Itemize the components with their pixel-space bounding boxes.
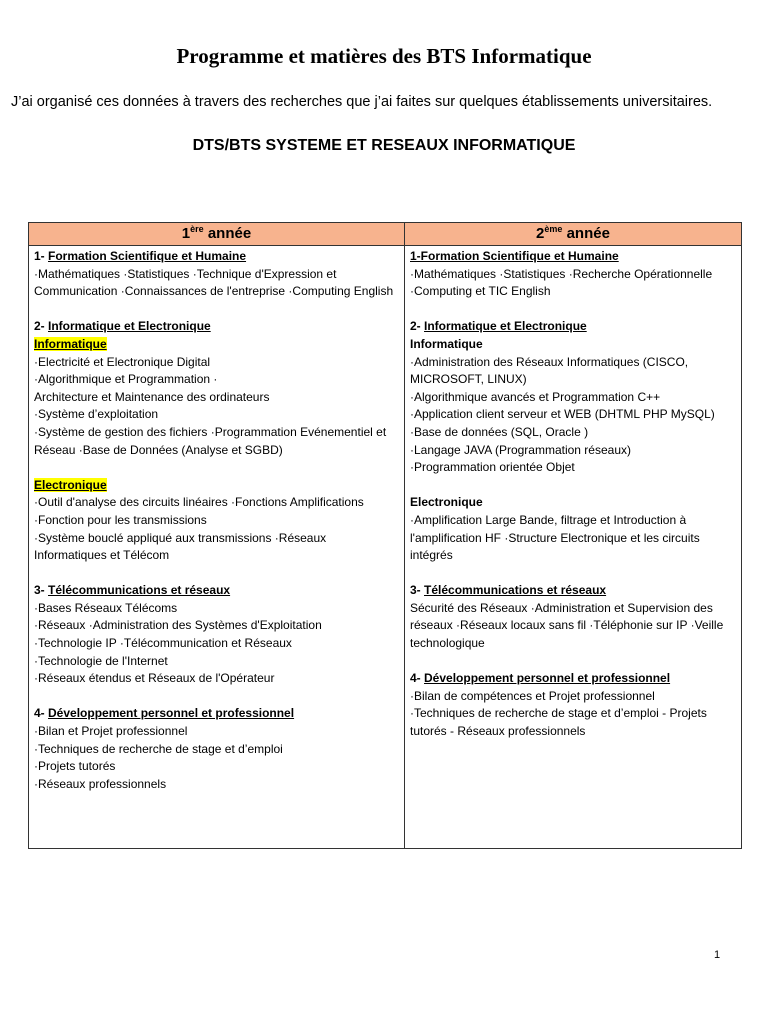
list-item: ·Programmation orientée Objet — [410, 460, 575, 475]
y2-s1-text: ·Mathématiques ·Statistiques ·Recherche Opérationnelle ·Computing et TIC English — [410, 266, 713, 299]
y1-section-4-heading — [34, 705, 399, 723]
list-item: ·Projets tutorés — [34, 759, 116, 774]
y1-sub-electronique: Electronique — [34, 477, 107, 492]
header-year-1-suffix: ère — [190, 224, 204, 235]
list-item: ·Réseaux professionnels — [34, 776, 167, 791]
section-subtitle: DTS/BTS SYSTEME ET RESEAUX INFORMATIQUE — [192, 137, 576, 154]
header-year-1 — [29, 223, 405, 246]
list-item: ·Réseaux étendus et Réseaux de l'Opérateur — [34, 671, 275, 686]
header-year-1-word: année — [203, 225, 252, 243]
program-table — [28, 222, 742, 849]
header-year-2-word: année — [562, 225, 610, 243]
y2-s3-num: 3- — [410, 583, 425, 598]
list-item: ·Electricité et Electronique Digital — [34, 354, 211, 369]
year-1-cell — [29, 246, 405, 849]
y1-s3-num: 3- — [34, 583, 49, 598]
list-item: ·Techniques de recherche de stage et d’emploi - Projets tutorés - Réseaux professionnels — [410, 706, 707, 739]
y1-s1-text: ·Mathématiques ·Statistiques ·Technique d'Expression et Communication ·Connaissances de l'entreprise ·Computing English — [34, 266, 394, 299]
y1-section-1-heading — [34, 248, 399, 266]
list-item: ·Bilan de compétences et Projet professionnel — [410, 688, 655, 703]
y1-sub-informatique: Informatique — [34, 336, 107, 351]
list-item: ·Système de gestion des fichiers ·Programmation Evénementiel et Réseau ·Base de Données (Analyse et SGBD) — [34, 424, 387, 457]
list-item: ·Langage JAVA (Programmation réseaux) — [410, 442, 631, 457]
list-item: ·Technologie de l'Internet — [34, 653, 168, 668]
y2-sub-informatique: Informatique — [410, 336, 483, 351]
y1-s4-num: 4- — [34, 706, 49, 721]
y2-s4-title: Développement personnel et professionnel — [424, 671, 671, 686]
y2-s3-text: Sécurité des Réseaux ·Administration et Supervision des réseaux ·Réseaux locaux sans fil ·Téléphonie sur IP ·Veille technologique — [410, 600, 724, 651]
y2-s3-title: Télécommunications et réseaux — [424, 583, 607, 598]
list-item: ·Algorithmique et Programmation · — [34, 372, 218, 387]
list-item: ·Base de données (SQL, Oracle ) — [410, 424, 589, 439]
y1-s2-title: Informatique et Electronique — [48, 319, 211, 334]
table-header-row — [29, 223, 742, 246]
list-item: ·Techniques de recherche de stage et d’emploi — [34, 741, 283, 756]
list-item: ·Technologie IP ·Télécommunication et Réseaux — [34, 636, 292, 651]
y2-s2-num: 2- — [410, 319, 425, 334]
list-item: ·Outil d'analyse des circuits linéaires ·Fonctions Amplifications ·Fonction pour les transmissions — [34, 495, 364, 527]
header-year-1-number: 1 — [181, 225, 191, 243]
y1-s2-num: 2- — [34, 319, 49, 334]
list-item: ·Réseaux ·Administration des Systèmes d'Exploitation — [34, 618, 322, 633]
table-body-row — [29, 246, 742, 849]
y2-s4-num: 4- — [410, 671, 425, 686]
list-item: ·Système bouclé appliqué aux transmissions ·Réseaux Informatiques et Télécom — [34, 530, 327, 563]
y1-section-2-heading — [34, 318, 399, 336]
y2-electronique-text: ·Amplification Large Bande, filtrage et Introduction à l'amplification HF ·Structure Electronique et les circuits intégrés — [410, 512, 700, 563]
header-year-2-suffix: ème — [544, 224, 563, 235]
y1-section-3-heading — [34, 582, 399, 600]
y2-sub-electronique: Electronique — [410, 495, 483, 510]
list-item: ·Bilan et Projet professionnel — [34, 724, 188, 739]
y2-section-2-heading — [410, 318, 736, 336]
y1-s3-title: Télécommunications et réseaux — [48, 583, 231, 598]
y1-s4-title: Développement personnel et professionnel — [48, 706, 295, 721]
year-2-cell — [405, 246, 742, 849]
y2-section-1-heading: 1-Formation Scientifique et Humaine — [410, 249, 619, 263]
list-item: ·Administration des Réseaux Informatiques (CISCO, MICROSOFT, LINUX) — [410, 354, 689, 387]
list-item: ·Application client serveur et WEB (DHTML PHP MySQL) — [410, 407, 715, 422]
intro-paragraph: J’ai organisé ces données à travers des recherches que j’ai faites sur quelques établissements universitaires. — [11, 94, 713, 110]
y2-section-4-heading — [410, 670, 736, 688]
header-year-2 — [405, 223, 742, 246]
y1-s1-num: 1- — [34, 249, 49, 263]
header-year-2-number: 2 — [536, 225, 545, 243]
y2-s2-title: Informatique et Electronique — [424, 319, 587, 334]
y1-s1-title: Formation Scientifique et Humaine — [48, 249, 247, 263]
list-item: Architecture et Maintenance des ordinateurs — [34, 389, 270, 404]
y2-section-3-heading — [410, 582, 736, 600]
list-item: ·Algorithmique avancés et Programmation C++ — [410, 389, 661, 404]
list-item: ·Système d’exploitation — [34, 407, 159, 422]
page-number: 1 — [714, 949, 721, 961]
document-title: Programme et matières des BTS Informatique — [176, 44, 592, 68]
list-item: ·Bases Réseaux Télécoms — [34, 600, 178, 615]
